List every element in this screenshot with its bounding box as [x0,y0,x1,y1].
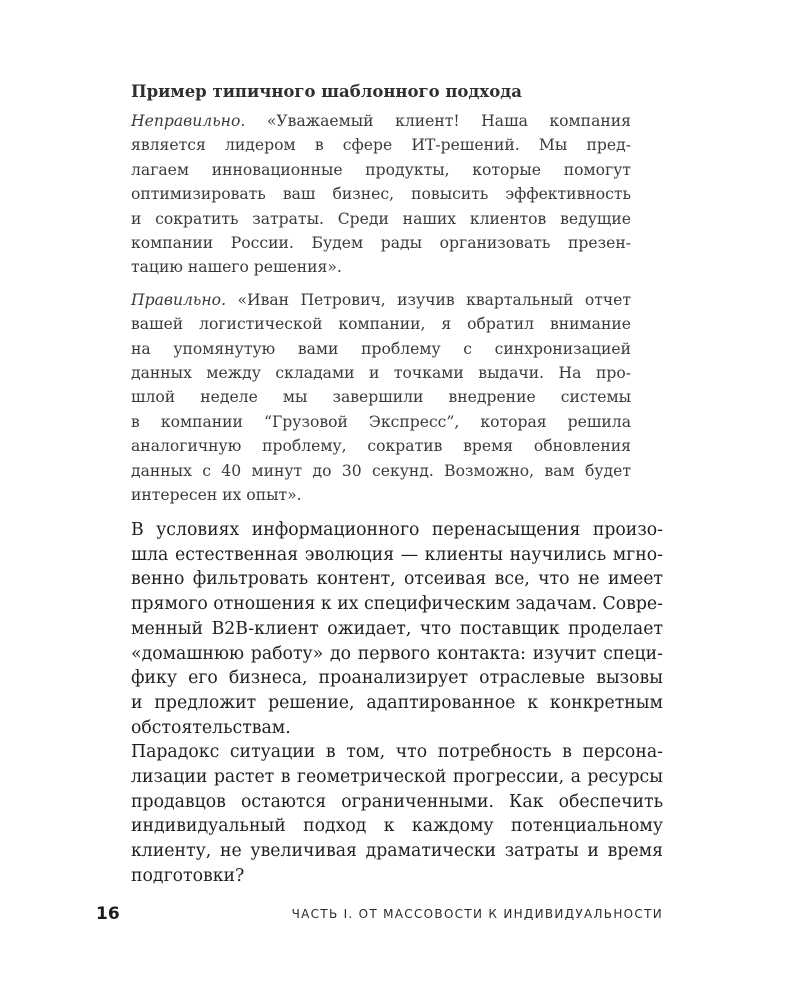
right-example-line: на упомянутую вами проблему с синхронизацией [131,339,631,358]
right-example [131,288,631,508]
body-line: индивидуальный подход к каждому потенциальному [131,816,663,837]
right-example-line: вашей логистической компании, я обратил внимание [131,315,631,334]
wrong-example-line: компании России. Будем рады организовать презен- [131,234,631,253]
body-line-text: В условиях информационного перенасыщения произо- [131,520,663,540]
example-title: Пример типичного шаблонного подхода [131,82,522,101]
body-line: обстоятельствам. [131,717,291,738]
wrong-example-line: тацию нашего решения». [131,258,342,277]
running-head: ЧАСТЬ I. ОТ МАССОВОСТИ К ИНДИВИДУАЛЬНОСТИ [291,907,663,921]
wrong-example-line: оптимизировать ваш бизнес, повысить эффективность [131,185,631,204]
wrong-example-line: лагаем инновационные продукты, которые помогут [131,160,631,179]
wrong-example-line: является лидером в сфере ИТ-решений. Мы пред- [131,136,631,155]
page-number: 16 [96,904,120,924]
body-line [131,518,663,543]
page-footer [96,904,663,928]
wrong-example-text: «Уважаемый клиент! Наша компания [245,112,631,130]
body-line: шла естественная эволюция — клиенты научились мгно- [131,544,663,565]
wrong-example-line: и сократить затраты. Среди наших клиентов ведущие [131,209,631,228]
right-example-line [131,288,631,312]
right-example-label: Правильно. [131,290,227,309]
example-box [131,81,631,516]
body-line: лизации растет в геометрической прогрессии, а ресурсы [131,767,663,788]
body-line: менный B2B-клиент ожидает, что поставщик проделает [131,618,663,639]
body-line: подготовки? [131,865,245,886]
body-paragraph-2 [131,740,663,888]
body-line: и предложит решение, адаптированное к конкретным [131,692,663,713]
right-example-line: в компании “Грузовой Экспресс”, которая решила [131,412,631,431]
right-example-line: шлой неделе мы завершили внедрение системы [131,388,631,407]
right-example-line: данных с 40 минут до 30 секунд. Возможно, вам будет [131,461,631,480]
right-example-text: «Иван Петрович, изучив квартальный отчет [226,290,631,309]
body-line: прямого отношения к их специфическим задачам. Совре- [131,594,663,615]
right-example-line: интересен их опыт». [131,486,302,505]
body-line: фику его бизнеса, проанализирует отраслевые вызовы [131,668,663,689]
wrong-example-label: Неправильно. [131,112,246,130]
wrong-example-line [131,109,631,133]
right-example-line: данных между складами и точками выдачи. На про- [131,364,631,383]
body-line: венно фильтровать контент, отсеивая все, что не имеет [131,569,663,590]
body-line: клиенту, не увеличивая драматически затраты и время [131,841,663,862]
body-line: продавцов остаются ограниченными. Как обеспечить [131,791,663,812]
body-paragraph-1 [131,518,663,740]
body-line: Парадокс ситуации в том, что потребность в персона- [131,742,663,763]
wrong-example [131,109,631,280]
body-line: «домашнюю работу» до первого контакта: изучит специ- [131,643,663,664]
right-example-line: аналогичную проблему, сократив время обновления [131,437,631,456]
main-text [131,518,663,889]
